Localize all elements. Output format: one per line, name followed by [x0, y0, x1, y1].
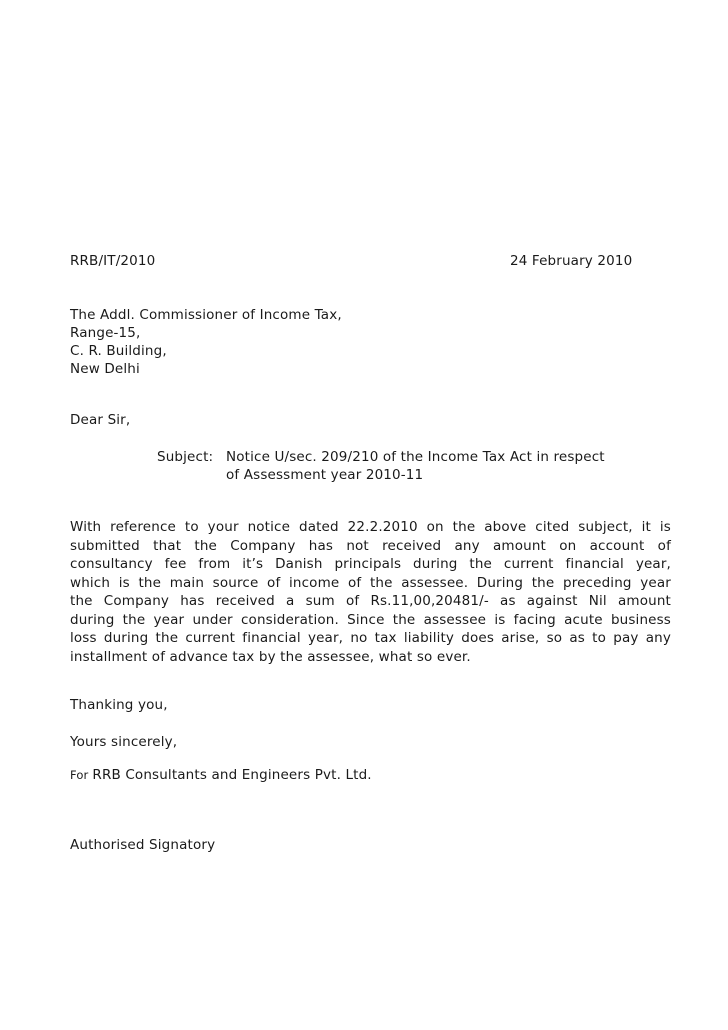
subject-label: Subject: — [157, 449, 214, 465]
body-line: loss during the current financial year, no tax liability does arise, so as to pay any — [70, 630, 671, 646]
thanks-line: Thanking you, — [70, 697, 168, 713]
company-name: RRB Consultants and Engineers Pvt. Ltd. — [92, 767, 372, 783]
body-line: during the year under consideration. Since the assessee is facing acute business — [70, 611, 671, 628]
letter-date: 24 February 2010 — [510, 253, 633, 269]
reference-number: RRB/IT/2010 — [70, 253, 156, 269]
body-line: consultancy fee from it’s Danish principals during the current financial year, — [70, 556, 671, 572]
body-line: submitted that the Company has not received any amount on account of — [70, 537, 671, 554]
subject-line: Notice U/sec. 209/210 of the Income Tax Act in respect — [226, 449, 605, 465]
subject-line: of Assessment year 2010-11 — [226, 467, 424, 483]
body-line: installment of advance tax by the assessee, what so ever. — [70, 648, 471, 665]
recipient-line: The Addl. Commissioner of Income Tax, — [70, 307, 342, 323]
recipient-line: C. R. Building, — [70, 343, 167, 359]
body-paragraph — [70, 518, 671, 666]
signatory-title: Authorised Signatory — [70, 837, 216, 853]
company-line — [70, 766, 372, 784]
body-line: which is the main source of income of the assessee. During the preceding year — [70, 574, 671, 591]
closing-line: Yours sincerely, — [70, 734, 178, 750]
salutation: Dear Sir, — [70, 412, 131, 428]
for-word: For — [70, 768, 89, 782]
body-line: With reference to your notice dated 22.2.2010 on the above cited subject, it is — [70, 519, 671, 535]
body-line: the Company has received a sum of Rs.11,00,20481/- as against Nil amount — [70, 593, 671, 609]
recipient-line: Range-15, — [70, 325, 141, 341]
recipient-line: New Delhi — [70, 361, 140, 377]
recipient-address — [70, 306, 342, 378]
